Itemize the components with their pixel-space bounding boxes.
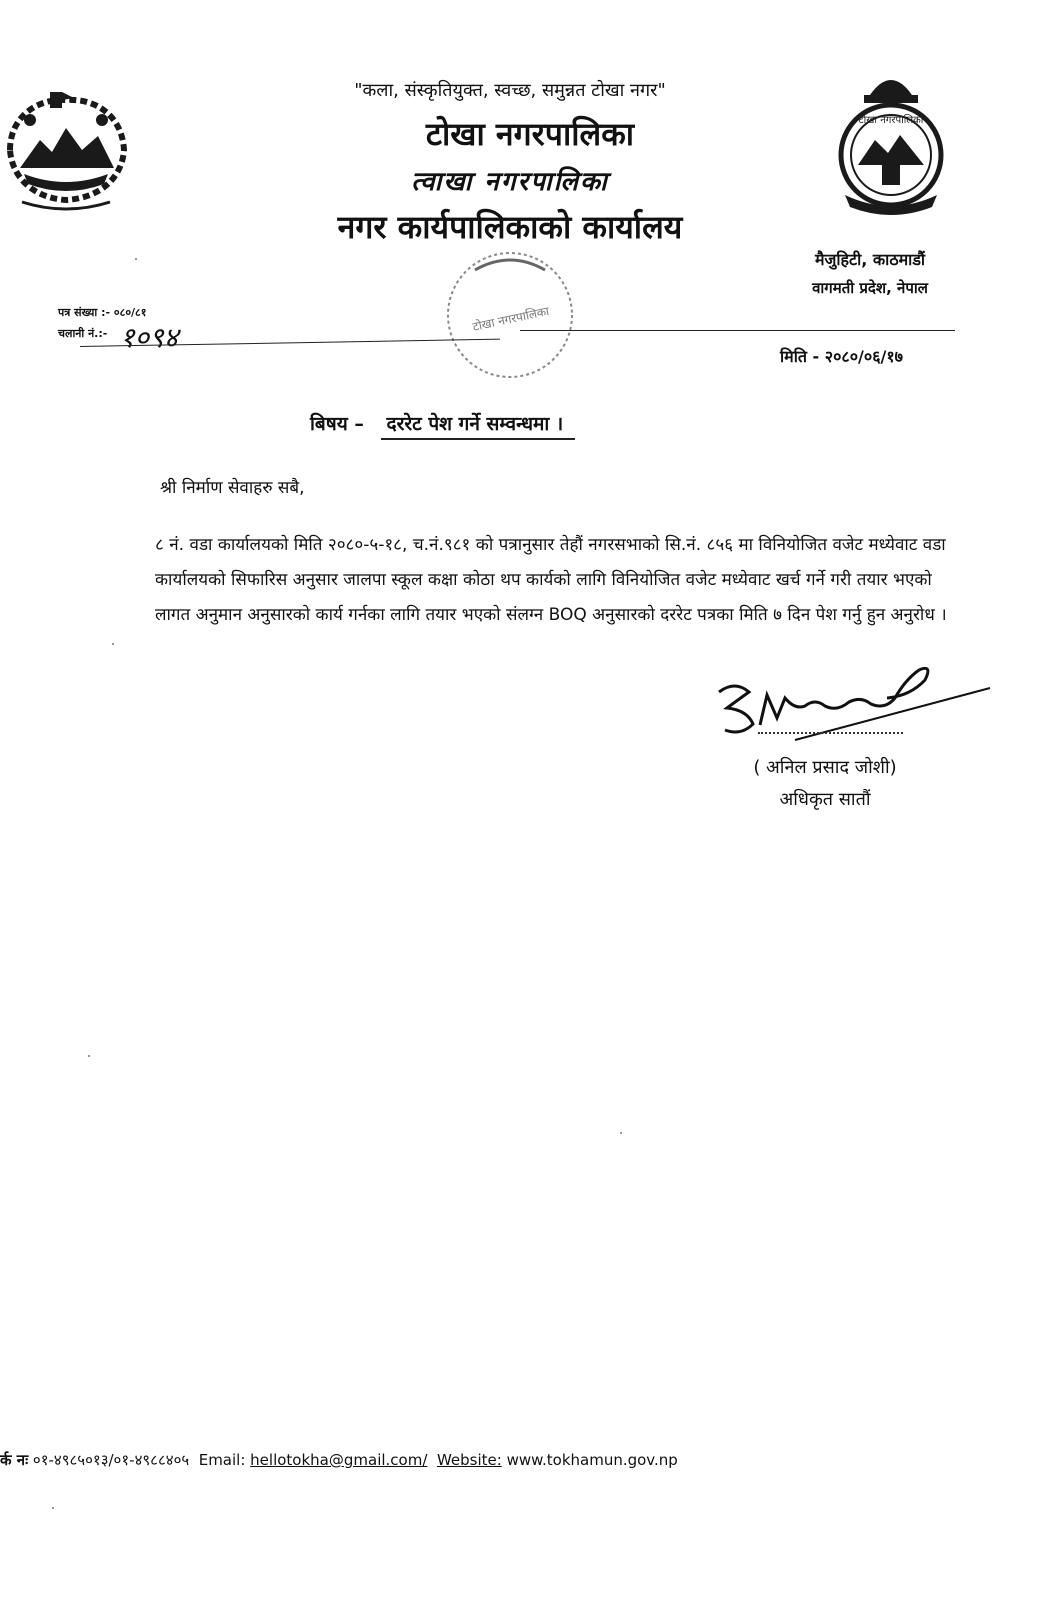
signatory-name: ( अनिल प्रसाद जोशी) (753, 757, 897, 778)
scan-speck (135, 258, 137, 260)
website-link[interactable]: www.tokhamun.gov.np (506, 1451, 678, 1469)
website-label: Website: (436, 1451, 502, 1469)
reference-number: पत्र संख्या :- ०८०/८१ (58, 306, 147, 319)
tokha-municipality-logo (830, 65, 952, 220)
email-link[interactable]: hellotokha@gmail.com/ (250, 1451, 428, 1469)
subject-label: बिषय – (310, 413, 364, 435)
scan-speck (620, 1132, 622, 1134)
scan-speck (88, 1055, 90, 1057)
email-label: Email: (198, 1451, 246, 1469)
signatory-title: अधिकृत सातौं (779, 789, 871, 810)
signature-dotted-line (758, 732, 903, 734)
address-line-1: मैजुहिटी, काठमाडौं (814, 250, 926, 269)
salutation: श्री निर्माण सेवाहरु सबै, (160, 478, 305, 498)
contact-label: र्क नः (0, 1451, 29, 1469)
office-title: नगर कार्यपालिकाको कार्यालय (337, 208, 683, 246)
subject-line (310, 410, 575, 436)
dispatch-label: चलानी नं.:- (58, 327, 108, 340)
municipality-motto: "कला, संस्कृतियुक्त, स्वच्छ, समुन्नत टोखा नगर" (354, 80, 666, 101)
header-divider-right (520, 330, 955, 331)
logo-lettering: टोखा नगरपालिका (858, 115, 924, 126)
seal-lettering: टोखा नगरपालिका (471, 303, 551, 334)
scan-speck (52, 1507, 54, 1509)
municipality-name-newari: त्वाखा नगरपालिका (411, 167, 609, 197)
letter-body: ८ नं. वडा कार्यालयको मिति २०८०-५-१८, च.नं.९८१ को पत्रानुसार तेहौं नगरसभाको सि.नं. ८५६ मा विनियोजित वजेट मध्येवाट वडा कार्यालयको सिफारिस अनुसार जालपा स्कूल कक्षा कोठा थप कार्यको लागि विनियोजित वजेट मध्येवाट खर्च गर्ने गरी तयार भएको लागत अनुमान अनुसारको कार्य गर्नका लागि तयार भएको संलग्न BOQ अनुसारको दररेट पत्रका मिति ७ दिन पेश गर्नु हुन अनुरोध । (155, 535, 947, 625)
subject-text: दररेट पेश गर्ने सम्वन्धमा । (381, 413, 576, 440)
office-seal-stamp (430, 245, 590, 385)
signature (705, 640, 995, 745)
contact-phones: ०१-४९८५०१३/०१-४९८८४०५ (32, 1451, 190, 1469)
letter-date: मिति - २०८०/०६/१७ (780, 347, 904, 366)
address-line-2: वागमती प्रदेश, नेपाल (812, 279, 928, 297)
nepal-government-emblem (0, 90, 132, 212)
footer-contact (0, 1450, 1030, 1470)
municipality-name: टोखा नगरपालिका (425, 115, 635, 153)
scan-speck (112, 643, 114, 645)
dispatch-number: १०९४ (120, 321, 179, 354)
